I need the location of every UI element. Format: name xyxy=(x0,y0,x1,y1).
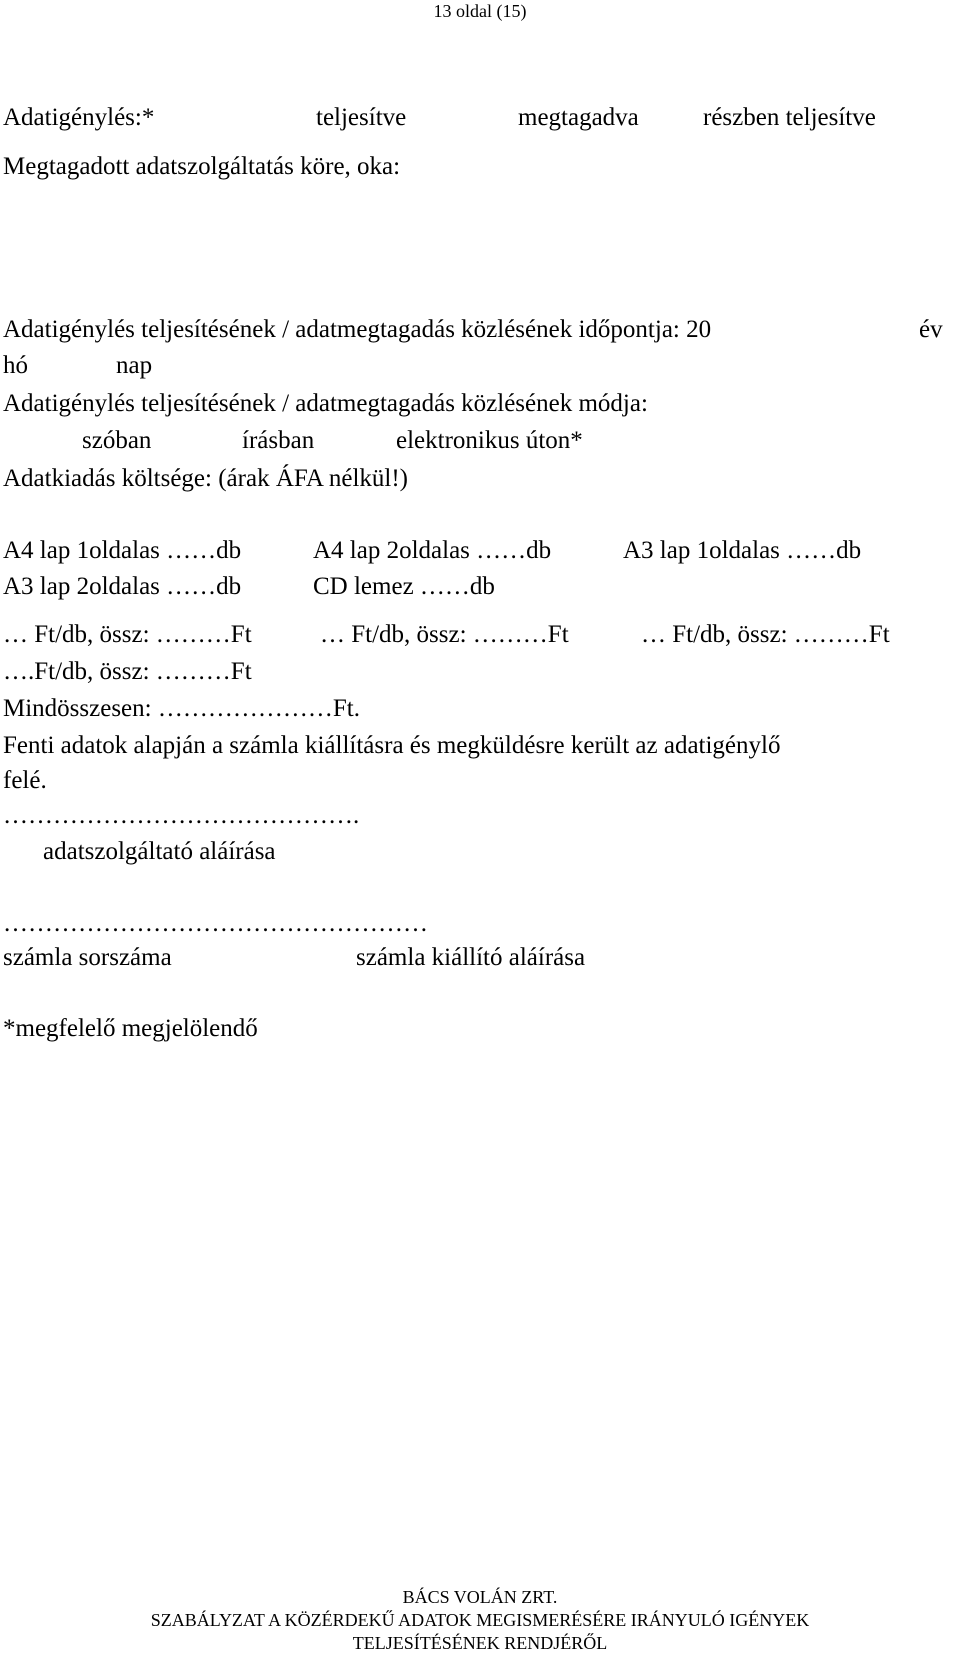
statement-line-2: felé. xyxy=(3,767,47,794)
price-row-3: … Ft/db, össz: ………Ft xyxy=(641,621,890,648)
refused-scope-label: Megtagadott adatszolgáltatás köre, oka: xyxy=(3,153,401,180)
price-row-4: ….Ft/db, össz: ………Ft xyxy=(3,658,252,685)
method-oral: szóban xyxy=(82,427,152,454)
price-row-1: … Ft/db, össz: ………Ft xyxy=(3,621,252,648)
method-written: írásban xyxy=(242,427,315,454)
method-label: Adatigénylés teljesítésének / adatmegtagadás közlésének módja: xyxy=(3,390,648,417)
footnote: *megfelelő megjelölendő xyxy=(3,1015,258,1042)
option-partial: részben teljesítve xyxy=(703,104,876,131)
option-refused: megtagadva xyxy=(518,104,639,131)
footer-company: BÁCS VOLÁN ZRT. xyxy=(402,1587,558,1607)
footer-title-line-2: TELJESÍTÉSÉNEK RENDJÉRŐL xyxy=(352,1633,608,1653)
statement-line-1: Fenti adatok alapján a számla kiállításra és megküldésre került az adatigénylő xyxy=(3,732,781,759)
date-label: Adatigénylés teljesítésének / adatmegtagadás közlésének időpontja: 20 xyxy=(3,316,712,343)
page-number: 13 oldal (15) xyxy=(433,1,527,21)
a4-single-count: A4 lap 1oldalas ……db xyxy=(3,537,242,564)
invoice-issuer-label: számla kiállító aláírása xyxy=(356,944,586,971)
option-fulfilled: teljesítve xyxy=(316,104,407,131)
invoice-signature-line: …………………………………………… xyxy=(3,910,428,937)
date-day: nap xyxy=(116,352,153,379)
method-electronic: elektronikus úton* xyxy=(396,427,583,454)
date-year: év xyxy=(919,316,943,343)
date-month: hó xyxy=(3,352,28,379)
provider-signature-label: adatszolgáltató aláírása xyxy=(43,838,276,865)
invoice-number-label: számla sorszáma xyxy=(3,944,172,971)
footer-title-line-1: SZABÁLYZAT A KÖZÉRDEKŰ ADATOK MEGISMERÉSÉRE IRÁNYULÓ IGÉNYEK xyxy=(150,1610,810,1630)
total-amount: Mindösszesen: …………………Ft. xyxy=(3,695,360,722)
cost-label: Adatkiadás költsége: (árak ÁFA nélkül!) xyxy=(3,465,408,492)
request-label: Adatigénylés:* xyxy=(3,104,155,131)
a3-double-count: A3 lap 2oldalas ……db xyxy=(3,573,242,600)
a3-single-count: A3 lap 1oldalas ……db xyxy=(623,537,862,564)
a4-double-count: A4 lap 2oldalas ……db xyxy=(313,537,552,564)
provider-signature-line: ……………………………………. xyxy=(3,802,360,829)
price-row-2: … Ft/db, össz: ………Ft xyxy=(320,621,569,648)
cd-count: CD lemez ……db xyxy=(313,573,495,600)
